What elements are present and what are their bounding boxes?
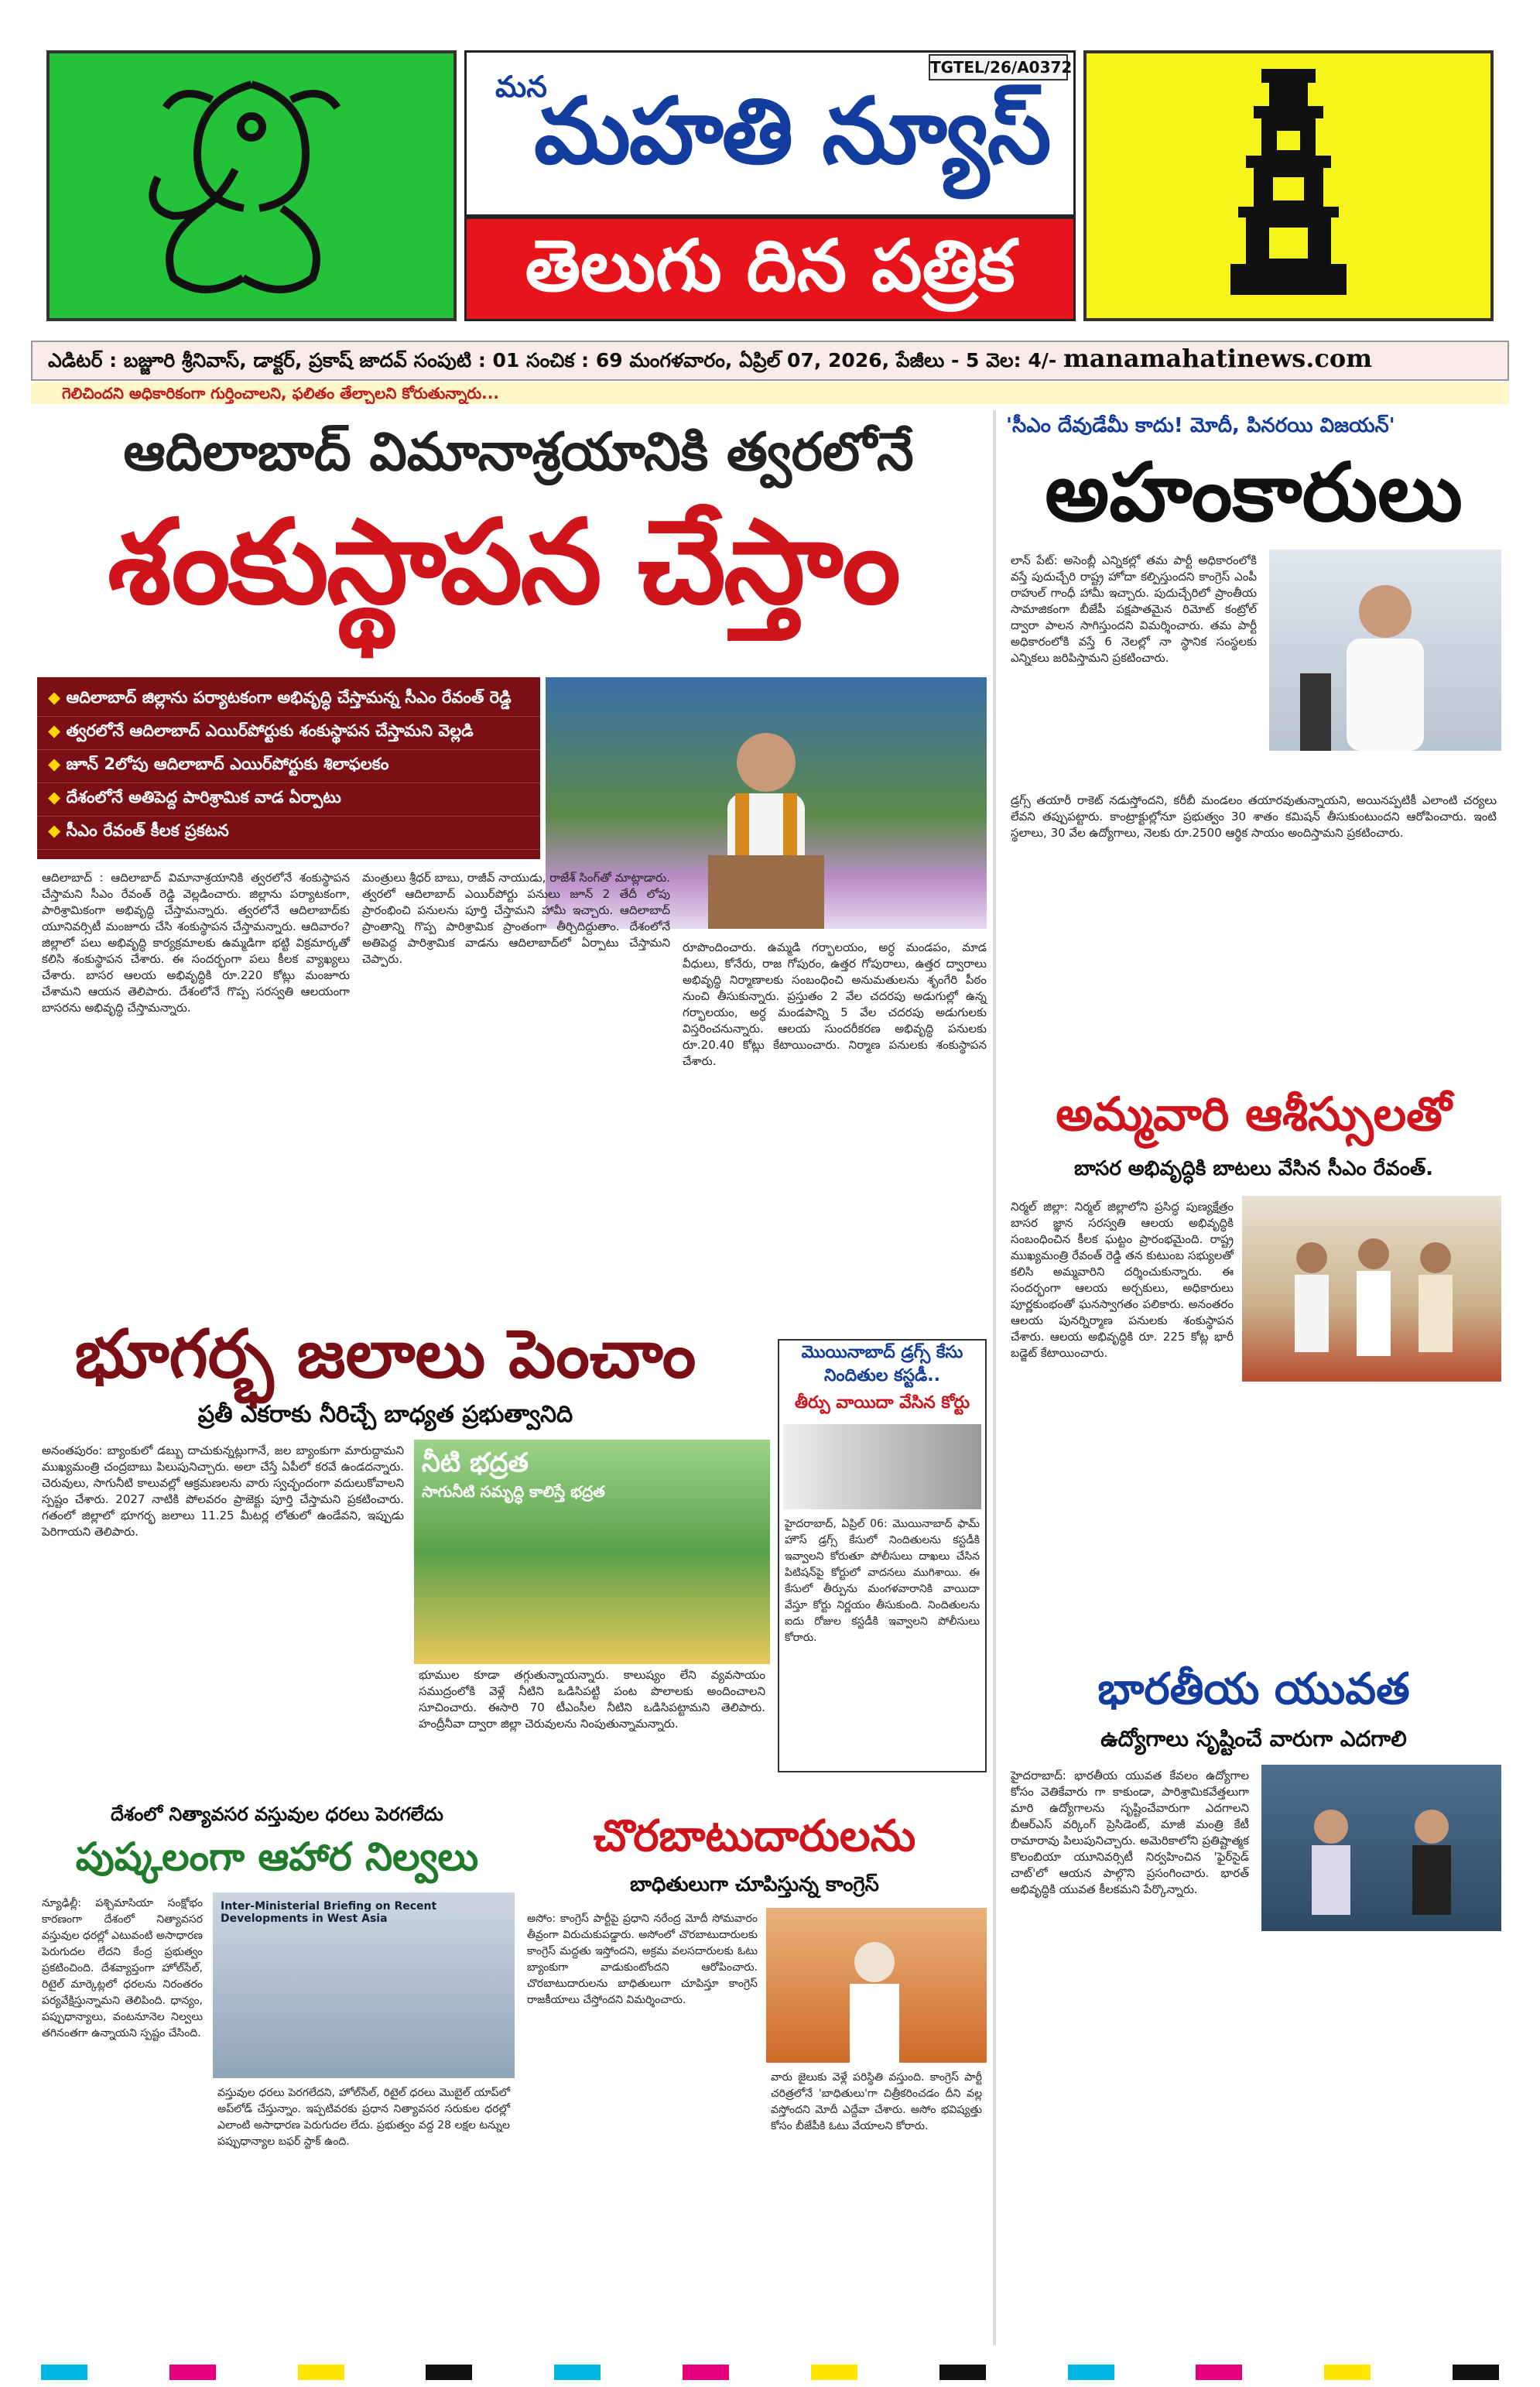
- info-bar: [31, 341, 1509, 381]
- people-photo-icon: [1242, 1196, 1501, 1382]
- lead-headline: శంకుస్థాపన చేస్తాం: [108, 495, 898, 630]
- groundwater-banner: నీటి భద్రత: [422, 1447, 529, 1478]
- website-link[interactable]: manamahatinews.com: [1063, 344, 1373, 373]
- congress-photo: [766, 1908, 987, 2063]
- groundwater-sub: ప్రతీ ఎకరాకు నీరిచ్చే బాధ్యత ప్రభుత్వానిది: [197, 1401, 573, 1428]
- masthead-brand: మహతి న్యూస్: [534, 77, 1050, 184]
- drugs-sub: తీర్పు వాయిదా వేసిన కోర్టు: [794, 1393, 970, 1413]
- masthead-subtitle: తెలుగు దిన పత్రిక: [525, 224, 1015, 307]
- food-photo: [213, 1892, 515, 2078]
- food-body-2: వస్తువుల ధరలు పెరగలేదని, హోల్‌సేల్, రిటైల్ ధరలు మొబైల్ యాప్‌లో అప్‌లోడ్ చేస్తున్నాం. ఇప్పటివరకు ప్రధాన నిత్యావసర సరుకుల ధరల్లో ఎలాంటి అసాధారణ పెరుగుదల లేదు. ప్రభుత్వం వద్ద 28 లక్షల టన్నుల పప్పుధాన్యాల బఫర్ స్టాక్ ఉంది.: [217, 2087, 510, 2148]
- lead-body-col3: రూపొందించారు. ఉమ్మడి గర్భాలయం, అర్ధ మండపం, మాడ వీధులు, కోనేరు, రాజ గోపురం, ఉత్తర గోపురాలు, ఉత్తర ద్వారాలు అభివృద్ధి నిర్మాణాలకు సంబంధించి అనుమతులను శృంగేరి పీఠం నుంచి తీసుకున్నారు. ప్రస్తుతం 2 వేల చదరపు అడుగుల్లో ఉన్న గర్భాలయం, అర్ధ మండపాన్ని 5 వేల చదరపు అడుగులకు విస్తరించనున్నారు. ఆలయ సుందరీకరణ అభివృద్ధి పనులకు రూ.20.40 కోట్లు కేటాయించారు. నిర్మాణ పనులకు శంకుస్థాపన చేశారు.: [683, 940, 987, 1068]
- masthead-prefix: మన: [495, 70, 547, 104]
- news-ticker: గెలిచిందని అధికారికంగా గుర్తించాలని, ఫలితం తేల్చాలని కోరుతున్నారు...: [31, 382, 1509, 404]
- lead-bullet: ◆ జూన్ 2లోపు ఆదిలాబాద్ ఎయిర్‌పోర్టుకు శిలాఫలకం: [37, 750, 540, 783]
- column-divider: [993, 410, 996, 2345]
- food-image-caption: Inter-Ministerial Briefing on Recent Developments in West Asia: [221, 1900, 437, 1925]
- rahul-photo: [1269, 550, 1501, 751]
- lead-bullet: ◆ దేశంలోనే అతిపెద్ద పారిశ్రామిక వాడ ఏర్పాటు: [37, 783, 540, 817]
- lead-body-col1: ఆదిలాబాద్ : ఆదిలాబాద్ విమానాశ్రయానికి త్వరలోనే శంకుస్థాపన చేస్తామని సీఎం రేవంత్ రెడ్డి వెల్లడించారు. జిల్లాను పర్యాటకంగా, పారిశ్రామికంగా అభివృద్ధి చేస్తామన్నారు. త్వరలోనే ఆదిలాబాద్‌కు యూనివర్సిటీ మంజూరు చేసి శంకుస్థాపన చేస్తామన్నారు. ఆదివారం? జిల్లాలో పలు అభివృద్ధి కార్యక్రమాలకు ఉమ్మడిగా భట్టి విక్రమార్కతో కలిసి శంకుస్థాపన చేశారు. ఈ సందర్భంగా పలు కీలక వ్యాఖ్యలు చేశారు. బాసర ఆలయ అభివృద్ధికి రూ.220 కోట్లు మంజూరు చేశామని ఆయన తెలిపారు. దేశంలోనే గొప్ప సరస్వతి ఆలయంగా బాసరను అభివృద్ధి చేస్తామన్నారు.: [42, 871, 350, 1015]
- congress-body: అసోం: కాంగ్రెస్ పార్టీపై ప్రధాని నరేంద్ర మోదీ సోమవారం తీవ్రంగా విరుచుకుపడ్డారు. అసోంలో చొరబాటుదారులకు కాంగ్రెస్ మద్దతు ఇస్తోందని, అక్రమ వలసదారులకు ఓటు బ్యాంకుగా వాడుకుంటోందని ఆరోపించారు. చొరబాటుదారులను బాధితులుగా చూపిస్తూ కాంగ్రెస్ రాజకీయాలు చేస్తోందని విమర్శించారు.: [527, 1913, 758, 2006]
- drugs-body: హైదరాబాద్, ఏప్రిల్ 06: మొయినాబాద్ ఫామ్ హౌస్ డ్రగ్స్ కేసులో నిందితులను కస్టడీకి ఇవ్వాలని కోరుతూ పోలీసులు దాఖలు చేసిన పిటిషన్‌పై కోర్టులో వాదనలు ముగిశాయి. ఈ కేసులో తీర్పును మంగళవారానికి వాయిదా వేస్తూ కోర్టు నిర్ణయం తీసుకుంది. నిందితులను ఐదు రోజుల కస్టడీకి ఇవ్వాలని పోలీసులు కోరారు.: [785, 1518, 980, 1644]
- rahul-body-2: డ్రగ్స్ తయారీ రాకెట్ నడుస్తోందని, కరీబీ మండలం తయారవుతున్నాయని, అయినప్పటికీ ఎలాంటి చర్యలు లేవని తప్పుపట్టారు. కాంట్రాక్టుల్లోనూ ప్రభుత్వం 30 శాతం కమిషన్ తీసుకుంటుందని ఆరోపించారు. ఇంటి స్థలాలు, 30 వేల ఉద్యోగాలు, నెలకు రూ.2500 ఆర్థిక సాయం అందిస్తామని ప్రకటించారు.: [1011, 793, 1497, 840]
- groundwater-body-2: భూముల కూడా తగ్గుతున్నాయన్నారు. కాలుష్యం లేని వ్యవసాయం సముద్రంలోకి వెళ్లే నీటిని ఒడిసిపట్టి పంట పొలాలకు అందించాలని సూచించారు. ఈసారి 70 టీఎంసీల నీటిని ఒడిసిపట్టామని తెలిపారు. హంద్రీనీవా ద్వారా జిల్లా చెరువులను నింపుతున్నామన్నారు.: [419, 1668, 765, 1731]
- basara-photo: [1242, 1196, 1501, 1382]
- speaker-photo-icon: [766, 1908, 987, 2063]
- basara-sub: బాసర అభివృద్ధికి బాటలు వేసిన సీఎం రేవంత్.: [1074, 1157, 1433, 1180]
- print-color-bar: [0, 2357, 1540, 2387]
- food-kicker: దేశంలో నిత్యావసర వస్తువుల ధరలు పెరగలేదు: [111, 1803, 443, 1825]
- basara-body: నిర్మల్ జిల్లా: నిర్మల్ జిల్లాలోని ప్రసిద్ధ పుణ్యక్షేత్రం బాసర జ్ఞాన సరస్వతి ఆలయ అభివృద్ధికి సంబంధించిన కీలక ఘట్టం ప్రారంభమైంది. రాష్ట్ర ముఖ్యమంత్రి రేవంత్ రెడ్డి తన కుటుంబ సభ్యులతో కలిసి అమ్మవారిని దర్శించుకున్నారు. ఈ సందర్భంగా ఆలయ అర్చకులు, అధికారులు పూర్ణకుంభంతో ఘనస్వాగతం పలికారు. అనంతరం ఆలయ పునర్నిర్మాణ పనులకు శంకుస్థాపన చేశారు. ఆలయ అభివృద్ధికి రూ. 225 కోట్ల భారీ బడ్జెట్ కేటాయించారు.: [1011, 1200, 1234, 1360]
- youth-headline: భారతీయ యువత: [1097, 1664, 1410, 1714]
- basara-headline: అమ్మవారి ఆశీస్సులతో: [1056, 1087, 1452, 1142]
- registration-number: TGTEL/26/A0372: [929, 54, 1068, 80]
- groundwater-photo: [414, 1440, 770, 1664]
- drugs-headline: మొయినాబాద్ డ్రగ్స్ కేసు నిందితుల కస్టడీ..: [801, 1343, 963, 1385]
- youth-sub: ఉద్యోగాలు సృష్టించే వారుగా ఎదగాలి: [1100, 1726, 1407, 1752]
- rahul-kicker: 'సీఎం దేవుడేమీ కాదు! మోదీ, పినరయి విజయన్': [1006, 414, 1395, 437]
- lead-bullet: ◆ సీఎం రేవంత్ కీలక ప్రకటన: [37, 817, 540, 850]
- youth-body: హైదరాబాద్: భారతీయ యువత కేవలం ఉద్యోగాల కోసం వెతికేవారు గా కాకుండా, పారిశ్రామికవేత్తలుగా మారి ఉద్యోగాలను సృష్టించేవారుగా ఎదగాలని బీఆర్ఎస్ వర్కింగ్ ప్రెసిడెంట్, మాజీ మంత్రి కేటీ రామారావు పిలుపునిచ్చారు. అమెరికాలోని ప్రతిష్టాత్మక కొలంబియా యూనివర్సిటీ నిర్వహించిన 'ఫైర్‌సైడ్ చాట్'లో ఆయన పాల్గొని ప్రసంగించారు. భారత్ అభివృద్ధికి యువత కీలకమని పేర్కొన్నారు.: [1011, 1769, 1249, 1896]
- panel-photo-icon: [1261, 1765, 1501, 1931]
- food-body: న్యూఢిల్లీ: పశ్చిమాసియా సంక్షోభం కారణంగా దేశంలో నిత్యావసర వస్తువుల ధరల్లో ఎటువంటి అసాధారణ పెరుగుదల లేదని కేంద్ర ప్రభుత్వం ప్రకటించింది. దేశవ్యాప్తంగా హోల్‌సేల్, రిటైల్ మార్కెట్లలో ధరలను నిరంతరం పర్యవేక్షిస్తున్నామని తెలిపింది. ధాన్యం, పప్పుధాన్యాలు, వంటనూనెల నిల్వలు తగినంతగా ఉన్నాయని స్పష్టం చేసింది.: [42, 1897, 203, 2039]
- congress-headline: చొరబాటుదారులను: [593, 1811, 916, 1861]
- edition-details: ఎడిటర్ : బజ్జూరి శ్రీనివాస్, డాక్టర్, ప్రకాష్ జాదవ్ సంపుటి : 01 సంచిక : 69 మంగళవారం, ఏప్రిల్ 07, 2026, పేజీలు - 5 వెల: 4/-: [48, 349, 1057, 372]
- congress-sub: బాధితులుగా చూపిస్తున్న కాంగ్రెస్: [630, 1873, 879, 1896]
- lead-bullets: [37, 677, 540, 859]
- youth-photo: [1261, 1765, 1501, 1931]
- groundwater-headline: భూగర్భ జలాలు పెంచాం: [74, 1316, 696, 1393]
- food-headline: పుష్కలంగా ఆహార నిల్వలు: [75, 1834, 479, 1879]
- lead-kicker: ఆదిలాబాద్ విమానాశ్రయానికి త్వరలోనే: [123, 422, 914, 483]
- lead-bullet: ◆ త్వరలోనే ఆదిలాబాద్ ఎయిర్‌పోర్టుకు శంకుస్థాపన చేస్తామని వెల్లడి: [37, 717, 540, 750]
- rahul-body-1: లాన్ పేట్: అసెంబ్లీ ఎన్నికల్లో తమ పార్టీ అధికారంలోకి వస్తే పుదుచ్చేరి రాష్ట్ర హోదా కల్పిస్తుందని కాంగ్రెస్ ఎంపీ రాహుల్ గాంధీ హామీ ఇచ్చారు. పుదుచ్చేరిలో ప్రాంతీయ సామాజికంగా బీజేపీ పక్షపాతమైన రిమోట్ కంట్రోల్ ద్వారా పాలన సాగిస్తుందని విమర్శించారు. తమ పార్టీ అధికారంలోకి వస్తే 6 నెలల్లో నా స్థానిక సంస్థలకు ఎన్నికలు జరిపిస్తామని ప్రకటించారు.: [1011, 553, 1257, 665]
- lead-bullet: ◆ ఆదిలాబాద్ జిల్లాను పర్యాటకంగా అభివృద్ధి చేస్తామన్న సీఎం రేవంత్ రెడ్డి: [37, 683, 540, 717]
- lead-body-col2: మంత్రులు శ్రీధర్ బాబు, రాజీవ్ నాయుడు, రాజేశ్ సింగ్‌తో మాట్లాడారు. త్వరలో ఆదిలాబాద్ ఎయిర్‌పోర్టు పనులు జూన్ 2 తేదీ లోపు ప్రారంభించి పనులను పూర్తి చేస్తామని హామీ ఇచ్చారు. ఆదిలాబాద్ ప్రాంతాన్ని గొప్ప పారిశ్రామిక ప్రాంతంగా తీర్చిదిద్దుతాం. దేశంలోనే అతిపెద్ద పారిశ్రామిక వాడను ఆదిలాబాద్‌లో ఏర్పాటు చేస్తామని చెప్పారు.: [362, 871, 670, 966]
- rahul-headline: అహంకారులు: [1045, 445, 1463, 539]
- speaker-photo-icon: [1269, 550, 1501, 751]
- congress-body-2: వారు జైలుకు వెళ్లే పరిస్థితి వస్తుంది. కాంగ్రెస్ పార్టీ చరిత్రలోనే 'బాధితులు'గా చిత్రీకరించడం దీని వల్ల వస్తోందని మోదీ ఎద్దేవా చేశారు. అసోం భవిష్యత్తు కోసం బీజేపీకి ఓటు వేయాలని కోరారు.: [771, 2071, 982, 2132]
- temple-tower-icon: [1087, 53, 1490, 318]
- ganesha-icon: [50, 53, 453, 318]
- right-logo: [1083, 50, 1494, 321]
- groundwater-body: అనంతపురం: బ్యాంకులో డబ్బు దాచుకున్నట్లుగానే, జల బ్యాంకుగా మారుద్దామని ముఖ్యమంత్రి చంద్రబాబు పిలుపునిచ్చారు. అలా చేస్తే ఏపీలో కరవే ఉండదన్నారు. చెరువులు, సాగునీటి కాలువల్లో ఆక్రమణలను వారు స్వచ్ఛందంగా వదులుకోవాలని స్పష్టం చేశారు. 2027 నాటికి పోలవరం ప్రాజెక్టు పూర్తి చేస్తామని ప్రకటించారు. గతంలో జిల్లాలో భూగర్భ జలాలు 11.25 మీటర్ల లోతులో ఉండేవని, ఇప్పుడు పెరిగాయని తెలిపారు.: [42, 1444, 404, 1539]
- groundwater-banner-2: సాగునీటి సమృద్ధి కాలిస్తే భద్రత: [422, 1482, 605, 1501]
- drugs-photo: [783, 1424, 981, 1509]
- left-logo: [46, 50, 457, 321]
